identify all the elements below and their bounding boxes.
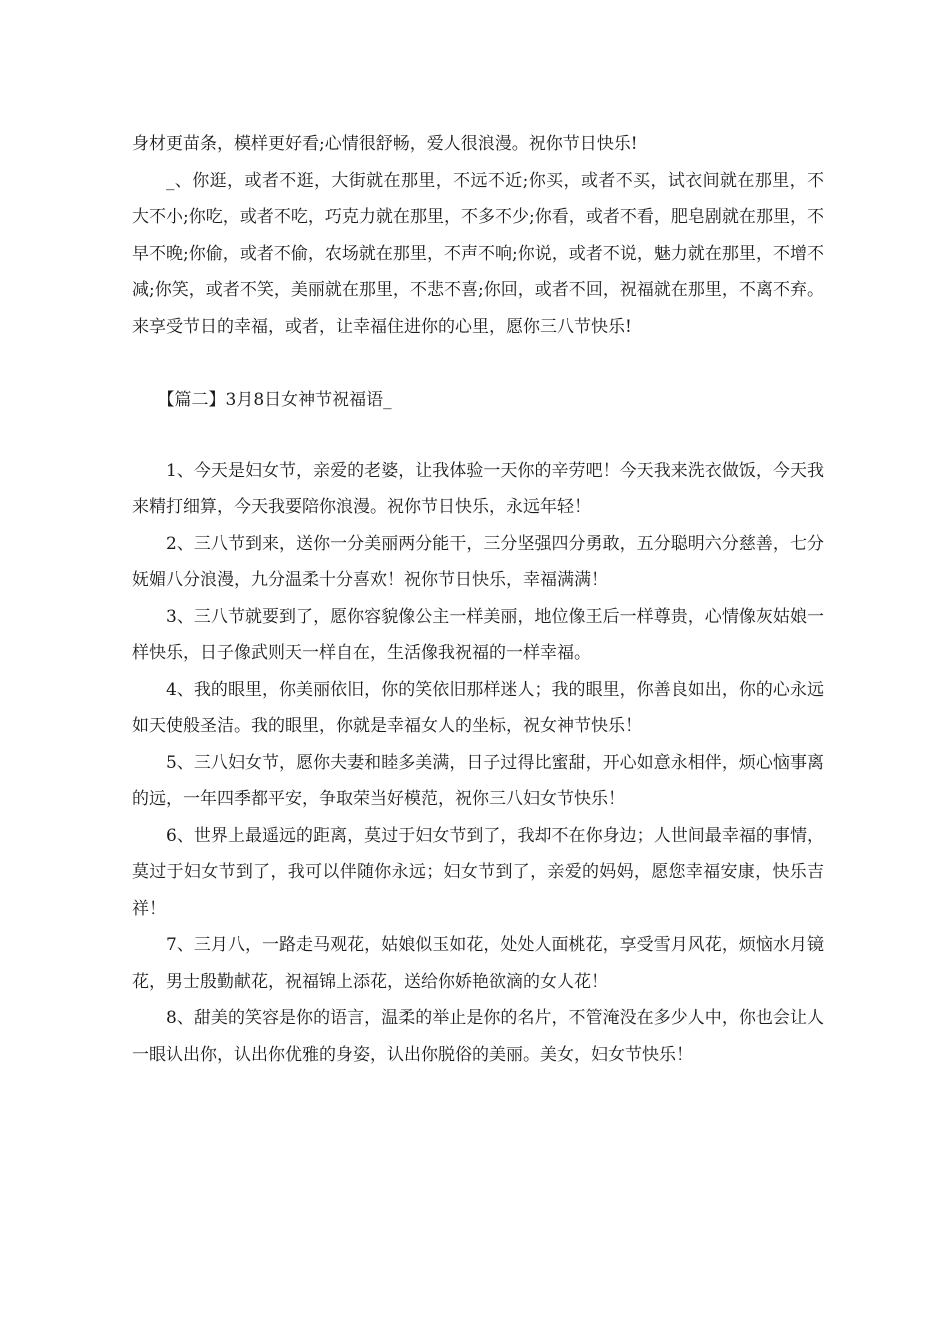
section-heading: 【篇二】3月8日女神节祝福语_ — [157, 390, 392, 410]
blessing-item-1: 1、今天是妇女节，亲爱的老婆，让我体验一天你的辛劳吧！今天我来洗衣做饭，今天我来精打细算，今天我要陪你浪漫。祝你节日快乐，永远年轻！ — [132, 460, 824, 517]
blessing-item-5: 5、三八妇女节，愿你夫妻和睦多美满，日子过得比蜜甜，开心如意永相伴，烦心恼事离的远，一年四季都平安，争取荣当好模范，祝你三八妇女节快乐！ — [132, 752, 824, 809]
document-body — [132, 126, 824, 1073]
blessing-item-8: 8、甜美的笑容是你的语言，温柔的举止是你的名片，不管淹没在多少人中，你也会让人一眼认出你，认出你优雅的身姿，认出你脱俗的美丽。美女，妇女节快乐！ — [132, 1008, 824, 1065]
intro-paragraph-1: 身材更苗条，模样更好看;心情很舒畅，爱人很浪漫。祝你节日快乐! — [132, 134, 638, 154]
section-spacer — [132, 345, 824, 382]
blessing-item-6: 6、世界上最遥远的距离，莫过于妇女节到了，我却不在你身边；人世间最幸福的事情，莫过于妇女节到了，我可以伴随你永远；妇女节到了，亲爱的妈妈，愿您幸福安康，快乐吉祥！ — [132, 825, 824, 919]
blessing-item-7: 7、三月八，一路走马观花，姑娘似玉如花，处处人面桃花，享受雪月风花，烦恼水月镜花，男士殷勤献花，祝福锦上添花，送给你娇艳欲滴的女人花！ — [132, 935, 824, 992]
blessing-item-3: 3、三八节就要到了，愿你容貌像公主一样美丽，地位像王后一样尊贵，心情像灰姑娘一样快乐，日子像武则天一样自在，生活像我祝福的一样幸福。 — [132, 606, 824, 663]
intro-paragraph-2: _、你逛，或者不逛，大街就在那里，不远不近;你买，或者不买，试衣间就在那里，不大不小;你吃，或者不吃，巧克力就在那里，不多不少;你看，或者不看，肥皂剧就在那里，不早不晚;你偷，或者不偷，农场就在那里，不声不响;你说，或者不说，魅力就在那里，不增不减;你笑，或者不笑，美丽就在那里，不悲不喜;你回，或者不回，祝福就在那里，不离不弃。来享受节日的幸福，或者，让幸福住进你的心里，愿你三八节快乐! — [132, 170, 824, 337]
blessing-item-4: 4、我的眼里，你美丽依旧，你的笑依旧那样迷人；我的眼里，你善良如出，你的心永远如天使般圣洁。我的眼里，你就是幸福女人的坐标，祝女神节快乐！ — [132, 679, 824, 736]
section-spacer — [132, 419, 824, 453]
blessing-item-2: 2、三八节到来，送你一分美丽两分能干，三分坚强四分勇敢，五分聪明六分慈善，七分妩媚八分浪漫，九分温柔十分喜欢！祝你节日快乐，幸福满满！ — [132, 533, 824, 590]
